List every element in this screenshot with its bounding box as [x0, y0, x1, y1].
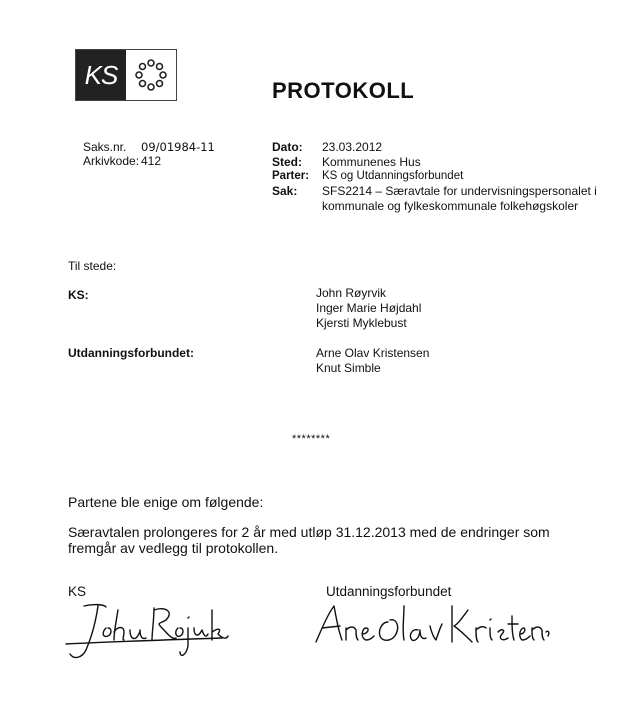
- saksnr-value: 09/01984-11: [141, 140, 215, 154]
- agreement-line2: fremgår av vedlegg til protokollen.: [68, 540, 279, 556]
- logo-text: KS: [76, 50, 126, 100]
- separator: ********: [292, 433, 331, 445]
- agreement-line1: Særavtalen prolongeres for 2 år med utløp 31.12.2013 med de endringer som: [68, 524, 550, 540]
- sak-value-line2: kommunale og fylkeskommunale folkehøgskoler: [322, 199, 579, 213]
- attendee-name: Inger Marie Højdahl: [316, 301, 422, 315]
- sak-value-line1: SFS2214 – Særavtale for undervisningspersonalet i: [322, 184, 597, 198]
- document-title: PROTOKOLL: [272, 78, 415, 103]
- attendee-name: John Røyrvik: [316, 286, 387, 300]
- sted-value: Kommunenes Hus: [322, 155, 421, 169]
- attendee-name: Kjersti Myklebust: [316, 316, 407, 330]
- attendance-group-ks-label: KS:: [68, 288, 89, 302]
- parter-value: KS og Utdanningsforbundet: [322, 170, 464, 182]
- attendance-heading: Til stede:: [68, 259, 117, 273]
- signature-left-label: KS: [68, 584, 87, 599]
- signature-john-royrvik: [62, 598, 232, 668]
- agreement-intro: Partene ble enige om følgende:: [68, 494, 264, 510]
- ks-ring-icon: [126, 50, 176, 100]
- signature-arne-olav-kristensen: [312, 598, 552, 654]
- attendee-name: Knut Simble: [316, 361, 381, 375]
- dato-label: Dato:: [272, 140, 303, 154]
- saksnr-label: Saks.nr.: [83, 140, 127, 154]
- attendance-group-uf-label: Utdanningsforbundet:: [68, 346, 194, 360]
- attendee-name: Arne Olav Kristensen: [316, 346, 430, 360]
- sak-label: Sak:: [272, 184, 298, 198]
- parter-label: Parter:: [272, 170, 310, 182]
- dato-value: 23.03.2012: [322, 140, 383, 154]
- arkivkode-label: Arkivkode:: [83, 154, 140, 168]
- sted-label: Sted:: [272, 155, 302, 169]
- arkivkode-value: 412: [141, 154, 162, 168]
- signature-right-label: Utdanningsforbundet: [326, 584, 452, 599]
- ks-logo: [75, 49, 177, 101]
